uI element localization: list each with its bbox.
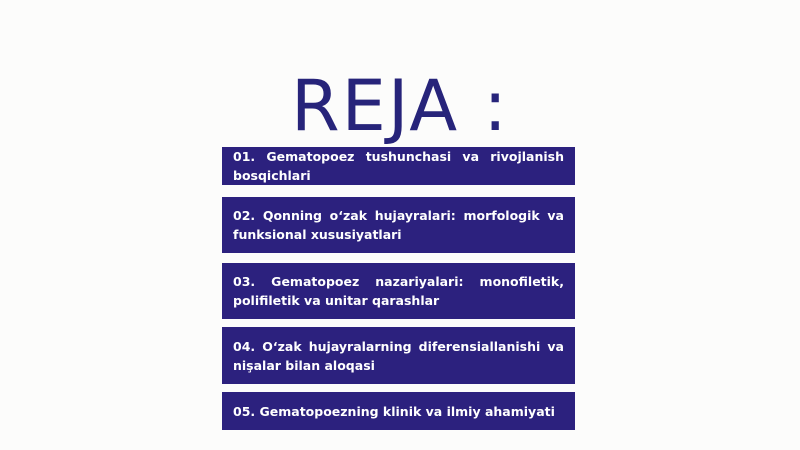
- plan-item-1: [222, 147, 575, 185]
- plan-item-1-text: 01. Gematopoez tushunchasi va rivojlanish bosqichlari: [233, 149, 564, 183]
- plan-item-2: [222, 197, 575, 253]
- plan-item-3: [222, 263, 575, 319]
- plan-item-4-text: 04. O‘zak hujayralarning diferensiallanishi va nişalar bilan aloqasi: [233, 338, 564, 373]
- slide-title: REJA :: [290, 65, 509, 147]
- plan-item-2-text: 02. Qonning o‘zak hujayralari: morfologik va funksional xususiyatlari: [233, 208, 564, 242]
- plan-item-5-text: 05. Gematopoezning klinik va ilmiy ahamiyati: [233, 403, 555, 419]
- plan-item-4: [222, 327, 575, 384]
- plan-item-5: [222, 392, 575, 430]
- plan-item-3-text: 03. Gematopoez nazariyalari: monofiletik, polifiletik va unitar qarashlar: [233, 274, 564, 308]
